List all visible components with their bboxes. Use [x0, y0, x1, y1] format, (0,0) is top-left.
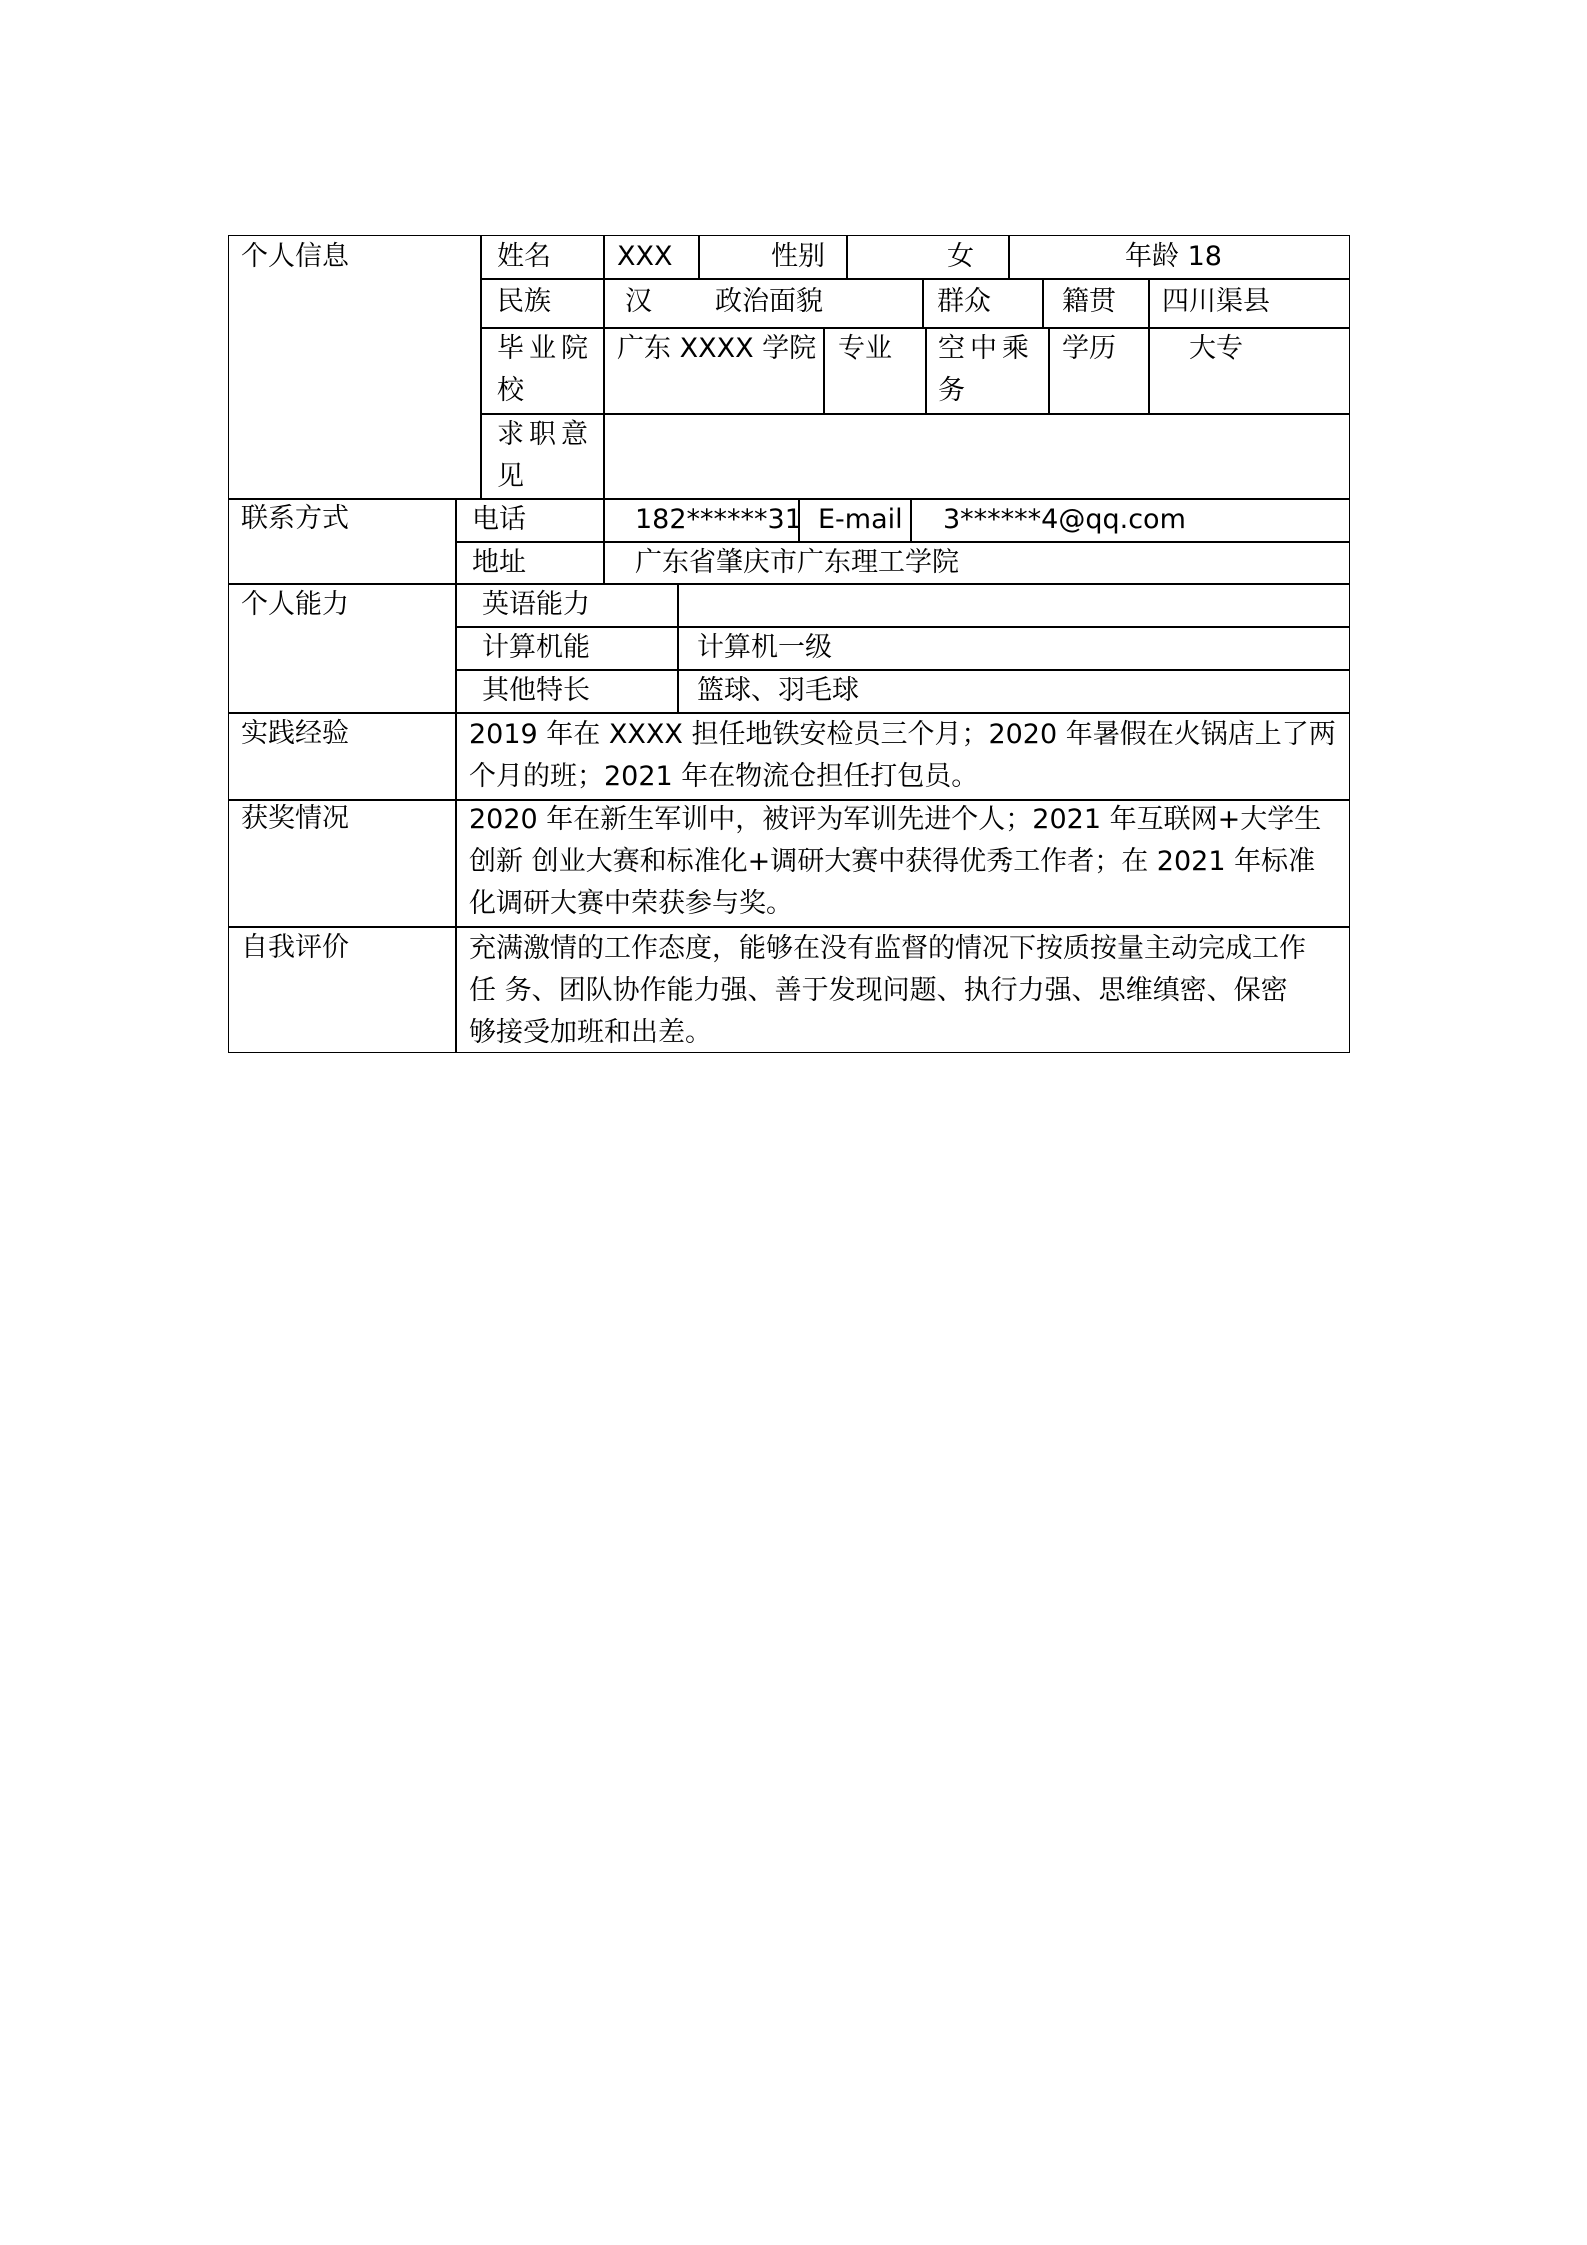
- ethnicity-value: 汉: [625, 286, 652, 317]
- other-label: 其他特长: [482, 675, 590, 706]
- address-value: 广东省肇庆市广东理工学院: [635, 547, 959, 578]
- school-label-cont: 校: [497, 375, 524, 406]
- divider: [1008, 235, 1010, 279]
- political-label: 政治面貌: [715, 286, 823, 317]
- experience-text: [469, 714, 1336, 798]
- education-label: 学历: [1062, 333, 1116, 364]
- divider: [1048, 327, 1050, 414]
- name-value: XXX: [617, 241, 673, 272]
- divider: [480, 235, 482, 499]
- origin-value: 四川渠县: [1162, 286, 1270, 317]
- section-label-awards: 获奖情况: [241, 803, 349, 834]
- major-label: 专业: [838, 333, 892, 364]
- awards-text: [469, 799, 1321, 925]
- divider: [480, 413, 1350, 415]
- divider: [603, 498, 605, 584]
- computer-label: 计算机能: [482, 632, 590, 663]
- major-value-cont: 务: [938, 375, 965, 406]
- origin-label: 籍贯: [1062, 286, 1116, 317]
- section-label-experience: 实践经验: [241, 718, 349, 749]
- divider: [698, 235, 700, 279]
- divider: [677, 583, 679, 713]
- phone-label: 电话: [472, 504, 526, 535]
- text-line: 任 务、团队协作能力强、善于发现问题、执行力强、思维缜密、保密: [469, 975, 1288, 1006]
- english-label: 英语能力: [482, 589, 590, 620]
- section-label-personal-info: 个人信息: [241, 241, 349, 272]
- address-label: 地址: [472, 547, 526, 578]
- phone-value: 182******31: [635, 504, 802, 535]
- divider: [603, 235, 605, 499]
- gender-value: 女: [947, 241, 974, 272]
- divider: [846, 235, 848, 279]
- age-text: 年龄 18: [1125, 241, 1222, 272]
- divider: [1148, 327, 1150, 414]
- other-value: 篮球、羽毛球: [697, 675, 859, 706]
- email-value: 3******4@qq.com: [943, 504, 1186, 535]
- political-value: 群众: [937, 286, 991, 317]
- education-value: 大专: [1189, 333, 1243, 364]
- school-value: 广东 XXXX 学院: [617, 333, 817, 364]
- divider: [910, 498, 912, 542]
- divider: [925, 327, 927, 414]
- computer-value: 计算机一级: [697, 632, 832, 663]
- name-label: 姓名: [497, 241, 551, 272]
- divider: [1148, 278, 1150, 328]
- text-line: 创新 创业大赛和标准化+调研大赛中获得优秀工作者；在 2021 年标准: [469, 846, 1316, 877]
- divider: [455, 498, 457, 1053]
- text-line: 2020 年在新生军训中，被评为军训先进个人；2021 年互联网+大学生: [469, 804, 1322, 835]
- divider: [922, 278, 924, 328]
- divider: [480, 278, 1350, 280]
- divider: [1042, 278, 1044, 328]
- gender-label: 性别: [771, 241, 825, 272]
- text-line: 化调研大赛中荣获参与奖。: [469, 888, 793, 919]
- section-label-self-eval: 自我评价: [241, 932, 349, 963]
- text-line: 2019 年在 XXXX 担任地铁安检员三个月；2020 年暑假在火锅店上了两: [469, 719, 1336, 750]
- section-label-abilities: 个人能力: [241, 589, 349, 620]
- divider: [823, 327, 825, 414]
- intent-label-cont: 见: [497, 461, 524, 492]
- self-eval-text: [469, 928, 1306, 1054]
- text-line: 够接受加班和出差。: [469, 1017, 712, 1048]
- school-label: 毕业院: [497, 333, 593, 364]
- email-label: E-mail: [818, 504, 903, 535]
- ethnicity-label: 民族: [497, 286, 551, 317]
- intent-label: 求职意: [497, 419, 593, 450]
- section-label-contact: 联系方式: [241, 503, 349, 534]
- text-line: 个月的班；2021 年在物流仓担任打包员。: [469, 761, 979, 792]
- text-line: 充满激情的工作态度，能够在没有监督的情况下按质按量主动完成工作: [469, 933, 1306, 964]
- major-value: 空中乘: [938, 333, 1034, 364]
